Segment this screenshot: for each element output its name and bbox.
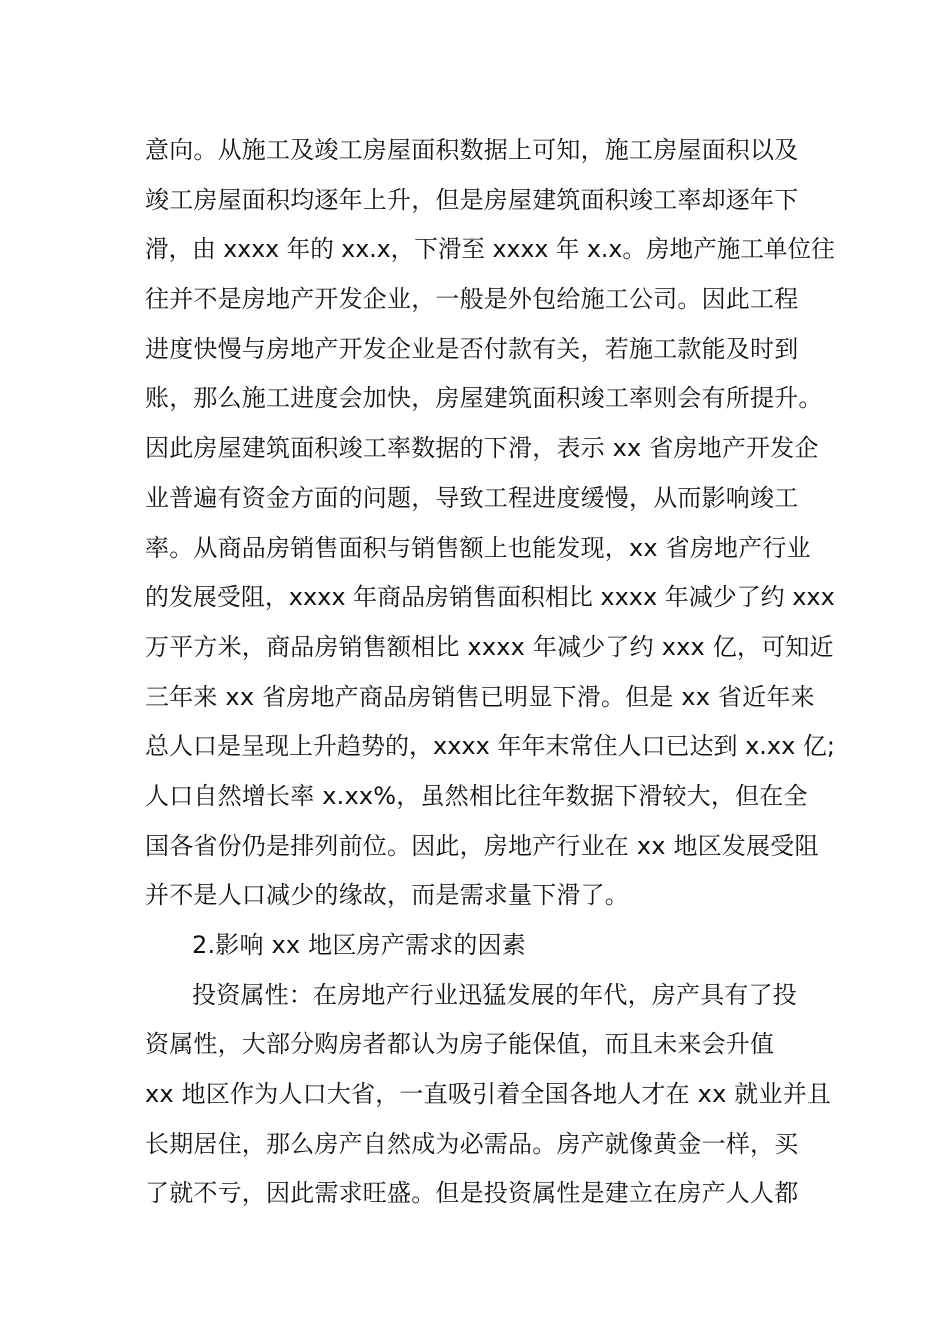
text-line-4: 往并不是房地产开发企业，一般是外包给施工公司。因此工程 <box>145 285 799 314</box>
text-line-10: 的发展受阻，xxxx 年商品房销售面积相比 xxxx 年减少了约 xxx <box>145 583 835 612</box>
text-line-16: 并不是人口减少的缘故，而是需求量下滑了。 <box>145 881 629 910</box>
text-line-5: 进度快慢与房地产开发企业是否付款有关，若施工款能及时到 <box>145 334 799 363</box>
text-line-3: 滑，由 xxxx 年的 xx.x，下滑至 xxxx 年 x.x。房地产施工单位往 <box>145 235 835 264</box>
text-line-6: 账，那么施工进度会加快，房屋建筑面积竣工率则会有所提升。 <box>145 384 823 413</box>
text-line-2: 竣工房屋面积均逐年上升，但是房屋建筑面积竣工率却逐年下 <box>145 185 799 214</box>
text-line-12: 三年来 xx 省房地产商品房销售已明显下滑。但是 xx 省近年来 <box>145 682 815 711</box>
text-line-20: xx 地区作为人口大省，一直吸引着全国各地人才在 xx 就业并且 <box>145 1080 832 1109</box>
text-line-21: 长期居住，那么房产自然成为必需品。房产就像黄金一样，买 <box>145 1129 799 1158</box>
text-line-7: 因此房屋建筑面积竣工率数据的下滑，表示 xx 省房地产开发企 <box>145 434 819 463</box>
text-line-22: 了就不亏，因此需求旺盛。但是投资属性是建立在房产人人都 <box>145 1179 799 1208</box>
text-line-13: 总人口是呈现上升趋势的，xxxx 年年末常住人口已达到 x.xx 亿; <box>145 732 836 761</box>
text-line-19: 资属性，大部分购房者都认为房子能保值，而且未来会升值 <box>145 1030 775 1059</box>
text-line-18: 投资属性：在房地产行业迅猛发展的年代，房产具有了投 <box>192 980 797 1009</box>
text-line-8: 业普遍有资金方面的问题，导致工程进度缓慢，从而影响竣工 <box>145 483 799 512</box>
text-line-1: 意向。从施工及竣工房屋面积数据上可知，施工房屋面积以及 <box>145 136 799 164</box>
text-line-15: 国各省份仍是排列前位。因此，房地产行业在 xx 地区发展受阻 <box>145 831 819 860</box>
section-heading: 2.影响 xx 地区房产需求的因素 <box>192 931 526 959</box>
text-line-9: 率。从商品房销售面积与销售额上也能发现，xx 省房地产行业 <box>145 533 811 562</box>
text-line-14: 人口自然增长率 x.xx%，虽然相比往年数据下滑较大，但在全 <box>145 781 808 810</box>
body-text <box>145 126 836 1219</box>
text-line-11: 万平方米，商品房销售额相比 xxxx 年减少了约 xxx 亿，可知近 <box>145 632 834 661</box>
